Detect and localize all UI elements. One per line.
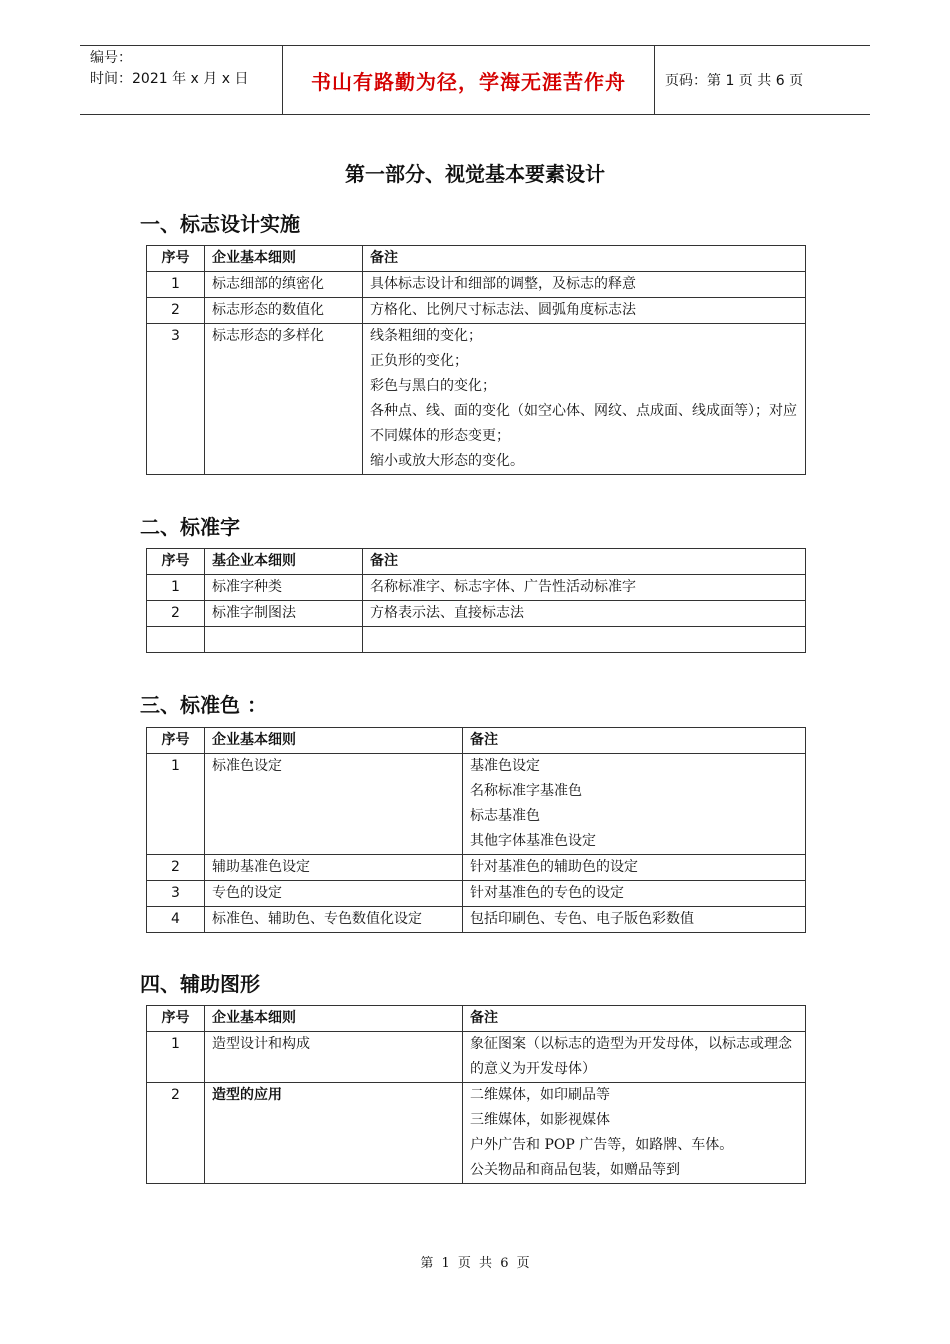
row-item: 标准色设定 (205, 754, 463, 855)
section-title-logo: 一、标志设计实施 (140, 212, 300, 236)
note-line: 包括印刷色、专色、电子版色彩数值 (470, 911, 694, 927)
header-item: 企业基本细则 (205, 728, 463, 754)
row-notes (463, 1032, 806, 1083)
table-row (147, 601, 806, 627)
note-line: 具体标志设计和细部的调整，及标志的释意 (370, 276, 636, 292)
header-notes: 备注 (463, 1006, 806, 1032)
row-notes (363, 627, 806, 653)
note-line: 三维媒体，如影视媒体 (470, 1112, 610, 1128)
row-no: 2 (147, 298, 205, 324)
page-footer: 第 1 页 共 6 页 (420, 1256, 530, 1271)
number-label: 编号： (90, 50, 132, 66)
section-title-auxiliary-graphics: 四、辅助图形 (140, 972, 260, 996)
table-row (147, 855, 806, 881)
row-no: 1 (147, 754, 205, 855)
row-item: 辅助基准色设定 (205, 855, 463, 881)
note-line: 其他字体基准色设定 (470, 833, 596, 849)
row-notes (463, 855, 806, 881)
logo-table (146, 245, 806, 475)
note-line: 针对基准色的专色的设定 (470, 885, 624, 901)
header-motto: 书山有路勤为径，学海无涯苦作舟 (282, 46, 655, 114)
row-notes (463, 907, 806, 933)
row-item: 标准字种类 (205, 575, 363, 601)
section-title-standard-font: 二、标准字 (140, 515, 240, 539)
table-header-row (147, 1006, 806, 1032)
table-row (147, 881, 806, 907)
row-notes (463, 754, 806, 855)
row-no: 1 (147, 272, 205, 298)
table-row (147, 298, 806, 324)
table-row (147, 907, 806, 933)
row-no: 2 (147, 601, 205, 627)
row-no: 3 (147, 881, 205, 907)
note-line: 正负形的变化； (370, 353, 468, 369)
note-line: 各种点、线、面的变化（如空心体、网纹、点成面、线成面等）；对应不同媒体的形态变更； (370, 403, 797, 444)
row-no: 3 (147, 324, 205, 475)
row-notes (363, 324, 806, 475)
row-no (147, 627, 205, 653)
row-notes (463, 1083, 806, 1184)
table-row (147, 272, 806, 298)
table-header-row (147, 549, 806, 575)
header-item: 企业基本细则 (205, 246, 363, 272)
header-no: 序号 (147, 728, 205, 754)
table-row (147, 1083, 806, 1184)
row-item: 标准色、辅助色、专色数值化设定 (205, 907, 463, 933)
header-item: 基企业本细则 (205, 549, 363, 575)
note-line: 针对基准色的辅助色的设定 (470, 859, 638, 875)
row-notes (363, 298, 806, 324)
note-line: 名称标准字、标志字体、广告性活动标准字 (370, 579, 636, 595)
document-title: 第一部分、视觉基本要素设计 (345, 162, 605, 186)
table-header-row (147, 246, 806, 272)
row-no: 2 (147, 1083, 205, 1184)
header-notes: 备注 (363, 246, 806, 272)
note-line: 二维媒体，如印刷品等 (470, 1087, 610, 1103)
section-title-standard-color: 三、标准色 ： (140, 693, 267, 717)
table-row-empty (147, 627, 806, 653)
note-line: 缩小或放大形态的变化。 (370, 453, 524, 469)
standard-color-table (146, 727, 806, 933)
row-no: 4 (147, 907, 205, 933)
note-line: 方格化、比例尺寸标志法、圆弧角度标志法 (370, 302, 636, 318)
note-line: 彩色与黑白的变化； (370, 378, 496, 394)
note-line: 方格表示法、直接标志法 (370, 605, 524, 621)
row-notes (363, 272, 806, 298)
row-no: 1 (147, 575, 205, 601)
header-no: 序号 (147, 549, 205, 575)
header-page-info: 页码：第 1 页 共 6 页 (665, 73, 804, 89)
table-row (147, 1032, 806, 1083)
row-item: 专色的设定 (205, 881, 463, 907)
note-line: 户外广告和 POP 广告等，如路牌、车体。 (470, 1137, 734, 1153)
row-item: 标志细部的缜密化 (205, 272, 363, 298)
standard-font-table (146, 548, 806, 653)
row-item: 造型设计和构成 (205, 1032, 463, 1083)
header-no: 序号 (147, 1006, 205, 1032)
table-row (147, 324, 806, 475)
row-no: 2 (147, 855, 205, 881)
note-line: 象征图案（以标志的造型为开发母体，以标志或理念的意义为开发母体） (470, 1036, 792, 1077)
row-item: 标志形态的多样化 (205, 324, 363, 475)
row-item: 标志形态的数值化 (205, 298, 363, 324)
table-row (147, 575, 806, 601)
header-item: 企业基本细则 (205, 1006, 463, 1032)
header-notes: 备注 (363, 549, 806, 575)
row-item: 造型的应用 (205, 1083, 463, 1184)
note-line: 公关物品和商品包装，如赠品等到 (470, 1162, 680, 1178)
row-notes (463, 881, 806, 907)
row-item (205, 627, 363, 653)
table-header-row (147, 728, 806, 754)
header-meta (80, 46, 282, 114)
table-row (147, 754, 806, 855)
auxiliary-graphics-table (146, 1005, 806, 1184)
page-header (80, 45, 870, 115)
note-line: 线条粗细的变化； (370, 328, 482, 344)
row-no: 1 (147, 1032, 205, 1083)
row-notes (363, 575, 806, 601)
row-notes (363, 601, 806, 627)
note-line: 名称标准字基准色 (470, 783, 582, 799)
row-item: 标准字制图法 (205, 601, 363, 627)
header-no: 序号 (147, 246, 205, 272)
header-notes: 备注 (463, 728, 806, 754)
time-label: 时间：2021 年 x 月 x 日 (90, 71, 249, 87)
note-line: 标志基准色 (470, 808, 540, 824)
note-line: 基准色设定 (470, 758, 540, 774)
